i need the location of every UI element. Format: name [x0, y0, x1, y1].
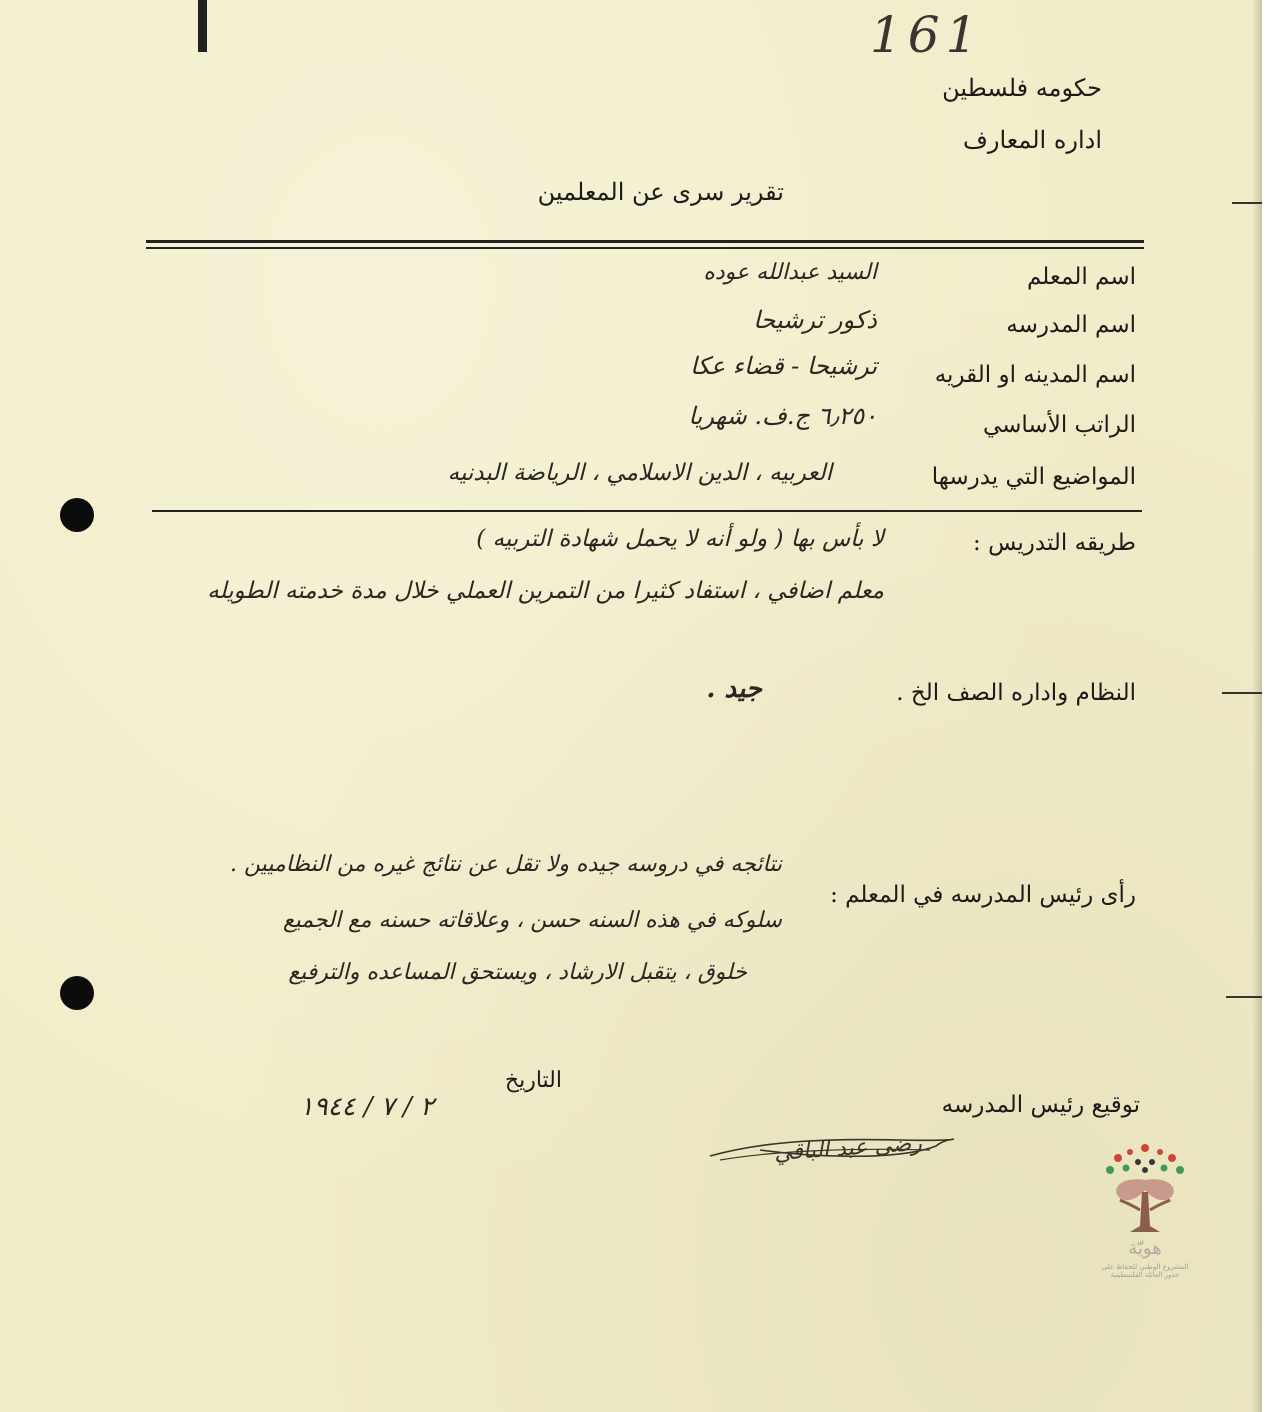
- teaching-method-line1: لا بأس بها ( ولو أنه لا يحمل شهادة التربيه ): [476, 526, 884, 552]
- punch-hole-top: [60, 498, 94, 532]
- signature-flourish: [700, 1120, 960, 1170]
- top-ink-mark: [198, 0, 207, 52]
- base-salary-label: الراتب الأساسي: [982, 412, 1136, 438]
- school-name-label: اسم المدرسه: [1006, 312, 1136, 338]
- hawiya-logo: [1090, 1140, 1200, 1300]
- margin-tick: [1226, 996, 1262, 998]
- principal-signature: رضى عبد الباقي: [773, 1130, 923, 1167]
- school-name-value: ذكور ترشيحا: [753, 306, 877, 334]
- principal-opinion-label: رأى رئيس المدرسه في المعلم :: [830, 882, 1136, 908]
- logo-brand: هويّة: [1128, 1238, 1162, 1259]
- tree-logo-icon: [1090, 1140, 1200, 1238]
- teaching-method-label: طريقه التدريس :: [973, 530, 1136, 556]
- margin-tick: [1222, 692, 1262, 694]
- principal-opinion-line3: خلوق ، يتقبل الارشاد ، ويستحق المساعده والترفيع: [288, 960, 747, 985]
- town-name-label: اسم المدينه او القريه: [934, 362, 1136, 388]
- logo-tagline-1: المشروع الوطني للحفاظ على: [1101, 1263, 1189, 1271]
- header-rule-top: [146, 240, 1144, 243]
- logo-tagline-2: جذور العائلة الفلسطينية: [1110, 1271, 1180, 1279]
- page-edge-shadow: [1252, 0, 1262, 1412]
- principal-opinion-line1: نتائجه في دروسه جيده ولا تقل عن نتائج غيره من النظاميين .: [229, 852, 782, 877]
- teacher-name-label: اسم المعلم: [1027, 264, 1136, 290]
- punch-hole-bottom: [60, 976, 94, 1010]
- discipline-value: جيد .: [706, 674, 762, 704]
- subjects-label: المواضيع التي يدرسها: [931, 464, 1136, 490]
- teaching-method-line2: معلم اضافي ، استفاد كثيرا من التمرين العملي خلال مدة خدمته الطويله: [207, 578, 884, 604]
- department-heading: اداره المعارف: [962, 126, 1102, 154]
- section-rule: [152, 510, 1142, 512]
- subjects-value: العربيه ، الدين الاسلامي ، الرياضة البدنيه: [447, 460, 832, 486]
- discipline-label: النظام واداره الصف الخ .: [896, 680, 1136, 706]
- page-number: 161: [870, 6, 984, 64]
- report-title: تقرير سرى عن المعلمين: [537, 178, 784, 206]
- date-value: ٢ / ٧ / ١٩٤٤: [299, 1092, 434, 1122]
- margin-tick: [1232, 202, 1262, 204]
- signature-label: توقيع رئيس المدرسه: [941, 1092, 1140, 1118]
- town-name-value: ترشيحا - قضاء عكا: [690, 352, 877, 380]
- scan-margin: [1262, 0, 1274, 1412]
- date-label: التاريخ: [504, 1068, 562, 1093]
- government-heading: حكومه فلسطين: [942, 74, 1102, 102]
- base-salary-value: ٦٫٢٥٠ ج.ف. شهريا: [688, 402, 877, 430]
- principal-opinion-line2: سلوكه في هذه السنه حسن ، وعلاقاته حسنه مع الجميع: [282, 908, 782, 933]
- teacher-name-value: السيد عبدالله عوده: [703, 260, 877, 285]
- header-rule-bottom: [146, 247, 1144, 249]
